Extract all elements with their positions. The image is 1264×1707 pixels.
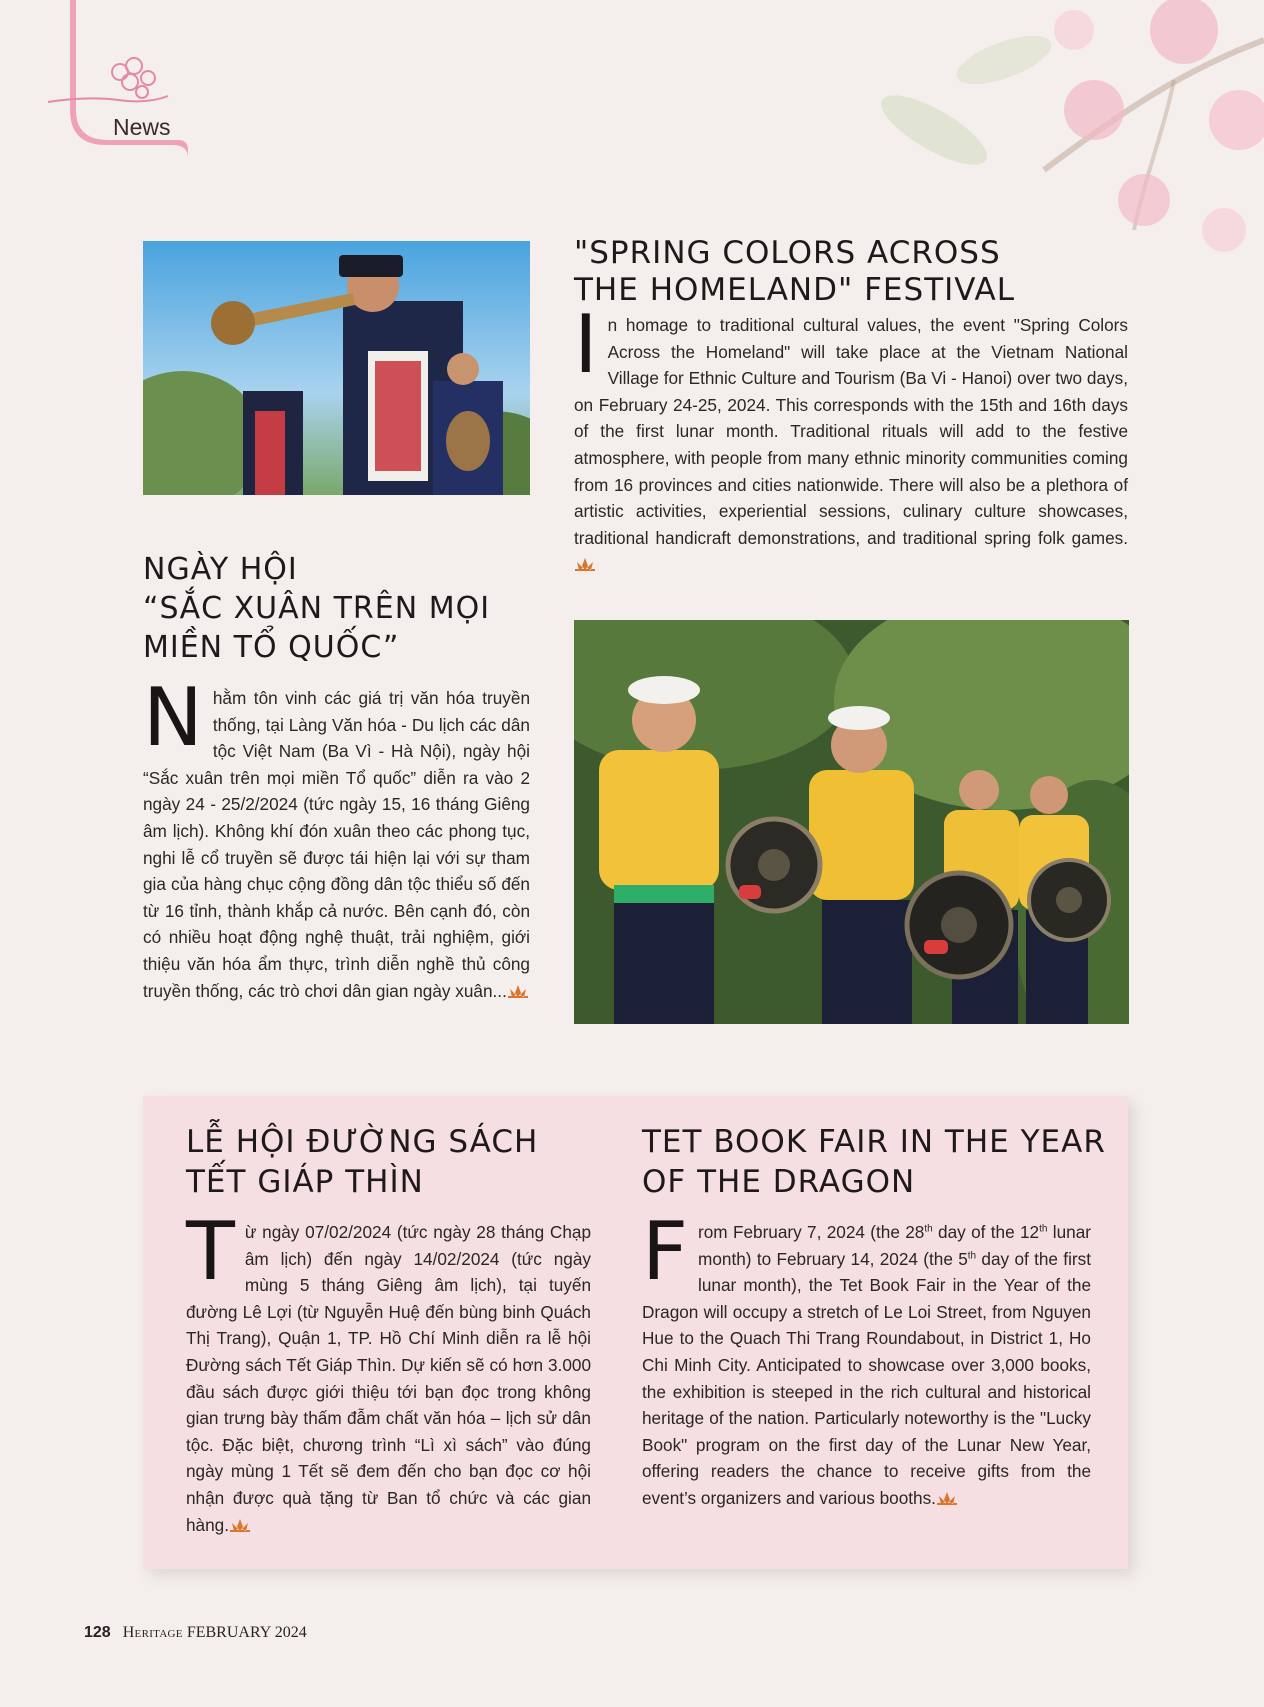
body-text: day of the first lunar month), the Tet Book Fair in the Year of the Dragon will occupy a stretch of Le Loi Street, from Nguyen Hue to the Quach Thi Trang Roundabout, in District 1, Ho Chi Minh City. Anticipated to showcase over 3,000 books, the exhibition is steeped in the rich cultural and historical heritage of the nation. Particularly noteworthy is the "Lucky Book" program on the first day of the Lunar New Year, offering readers the chance to receive gifts from the event’s organizers and various booths. [642, 1248, 1091, 1508]
photo-gong-players [574, 620, 1129, 1024]
lotus-end-icon [936, 1491, 958, 1505]
article-title-vn-festival [143, 550, 490, 667]
drop-cap: F [642, 1205, 689, 1298]
issue-date: FEBRUARY 2024 [186, 1624, 307, 1641]
title-line: "SPRING COLORS ACROSS [574, 235, 1001, 271]
drop-cap: T [186, 1205, 235, 1298]
article-title-vn-book-fair [186, 1122, 538, 1202]
title-line: “SẮC XUÂN TRÊN MỌI [143, 591, 491, 626]
article-body-vn-book-fair [186, 1205, 591, 1538]
page-footer [84, 1624, 307, 1642]
body-text: lunar month) to February 14, 2024 (the 5 [698, 1222, 1091, 1269]
title-line: LỄ HỘI ĐƯỜNG SÁCH [186, 1124, 539, 1160]
article-body-en-book-fair [642, 1205, 1091, 1512]
title-line: OF THE DRAGON [642, 1164, 916, 1200]
article-body-en-festival [574, 298, 1128, 578]
section-label: News [113, 114, 171, 140]
title-line: THE HOMELAND" FESTIVAL [574, 272, 1015, 308]
article-title-en-book-fair [642, 1122, 1106, 1202]
ordinal-suffix: th [1039, 1223, 1048, 1235]
body-text: ừ ngày 07/02/2024 (tức ngày 28 tháng Chạp âm lịch) đến ngày 14/02/2024 (tức ngày mùng 5 tháng Giêng âm lịch), tại tuyến đường Lê Lợi (từ Nguyễn Huệ đến bùng binh Quách Thị Trang), Quận 1, TP. Hồ Chí Minh diễn ra lễ hội Đường sách Tết Giáp Thìn. Dự kiến sẽ có hơn 3.000 đầu sách được giới thiệu tới bạn đọc trong không gian trưng bày thấm đẫm chất văn hóa – lịch sử dân tộc. Đặc biệt, chương trình “Lì xì sách” vào đúng ngày mùng 1 Tết sẽ đem đến cho bạn đọc cơ hội nhận được quà tặng từ Ban tổ chức và các gian hàng. [186, 1222, 591, 1535]
photo-musicians [143, 241, 530, 495]
body-text: hằm tôn vinh các giá trị văn hóa truyền thống, tại Làng Văn hóa - Du lịch các dân tộc Việt Nam (Ba Vì - Hà Nội), ngày hội “Sắc xuân trên mọi miền Tổ quốc” diễn ra vào 2 ngày 24 - 25/2/2024 (tức ngày 15, 16 tháng Giêng âm lịch). Không khí đón xuân theo các phong tục, nghi lễ cổ truyền sẽ được tái hiện lại với sự tham gia của hàng chục cộng đồng dân tộc thiểu số đến từ 16 tỉnh, thành khắp cả nước. Bên cạnh đó, còn có nhiều hoạt động nghệ thuật, trải nghiệm, giới thiệu văn hóa ẩm thực, trình diễn nghề thủ công truyền thống, các trò chơi dân gian ngày xuân... [143, 688, 530, 1001]
title-line: TET BOOK FAIR IN THE YEAR [642, 1124, 1106, 1160]
section-ornament [48, 0, 198, 175]
page-number: 128 [84, 1624, 111, 1641]
lotus-end-icon [229, 1518, 251, 1532]
article-title-en-festival [574, 235, 1015, 309]
title-line: TẾT GIÁP THÌN [186, 1164, 424, 1200]
body-text: day of the 12 [932, 1222, 1040, 1242]
body-text: n homage to traditional cultural values, the event "Spring Colors Across the Homeland" will take place at the Vietnam National Village for Ethnic Culture and Tourism (Ba Vi - Hanoi) over two days, on February 24-25, 2024. This corresponds with the 15th and 16th days of the first lunar month. Traditional rituals will add to the festive atmosphere, with people from many ethnic minority communities coming from 16 provinces and cities nationwide. There will also be a plethora of artistic activities, experiential sessions, culinary culture showcases, traditional handicraft demonstrations, and traditional spring folk games. [574, 315, 1128, 548]
lotus-end-icon [507, 984, 529, 998]
magazine-name: Heritage [122, 1624, 183, 1641]
title-line: MIỀN TỔ QUỐC” [143, 630, 400, 665]
drop-cap: N [143, 671, 203, 764]
body-text: rom February 7, 2024 (the 28 [698, 1222, 925, 1242]
lotus-end-icon [574, 557, 596, 571]
drop-cap: I [574, 298, 598, 391]
title-line: NGÀY HỘI [143, 552, 298, 587]
ordinal-suffix: th [924, 1223, 933, 1235]
article-body-vn-festival [143, 671, 530, 1004]
ordinal-suffix: th [967, 1249, 977, 1261]
